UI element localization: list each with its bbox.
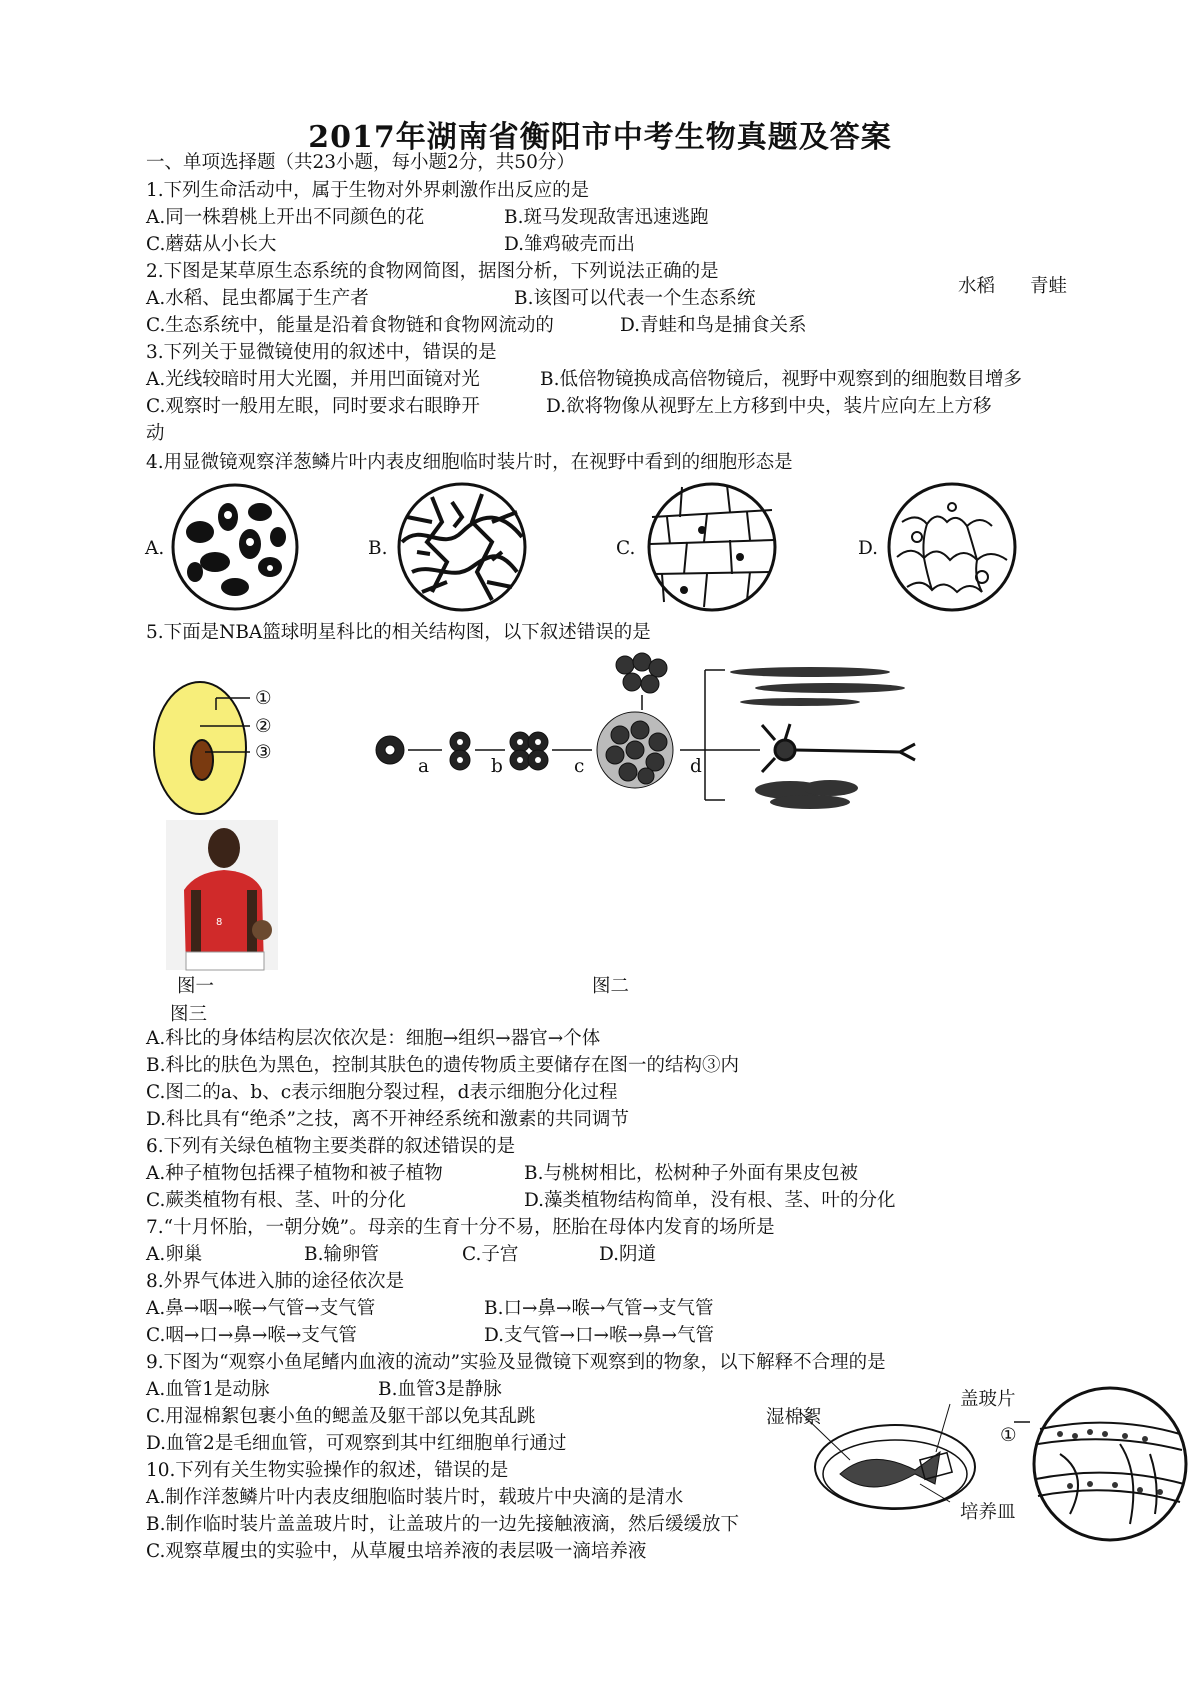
figure2-cell-process-diagram bbox=[370, 650, 950, 810]
q9-option-d: D.血管2是毛细血管，可观察到其中红细胞单行通过 bbox=[146, 1433, 567, 1454]
q5-option-c: C.图二的a、b、c表示细胞分裂过程，d表示细胞分化过程 bbox=[146, 1082, 618, 1103]
svg-text:8: 8 bbox=[216, 917, 223, 928]
q6-option-b: B.与桃树相比，松树种子外面有果皮包被 bbox=[524, 1163, 858, 1184]
fish-petri-dish-illustration bbox=[810, 1412, 980, 1522]
q5-option-a: A.科比的身体结构层次依次是：细胞→组织→器官→个体 bbox=[146, 1028, 601, 1049]
fig2-step-a: a bbox=[418, 756, 430, 777]
q8-option-d: D.支气管→口→喉→鼻→气管 bbox=[484, 1325, 715, 1346]
q9-option-b: B.血管3是静脉 bbox=[378, 1379, 502, 1400]
fish-tail-micrograph bbox=[1030, 1384, 1190, 1544]
q3-stem: 3.下列关于显微镜使用的叙述中，错误的是 bbox=[146, 342, 497, 363]
figure3-caption: 图三 bbox=[170, 1004, 208, 1025]
fig1-marker-1: ① bbox=[255, 688, 272, 709]
q7-option-a: A.卵巢 bbox=[146, 1244, 203, 1265]
q4-label-c: C. bbox=[616, 538, 636, 559]
q3-option-b: B.低倍物镜换成高倍物镜后，视野中观察到的细胞数目增多 bbox=[540, 369, 1022, 390]
micrograph-c-onion-epidermis bbox=[642, 482, 782, 612]
fig-label-cover-slip: 盖玻片 bbox=[960, 1389, 1016, 1410]
q2-option-a: A.水稻、昆虫都属于生产者 bbox=[146, 288, 369, 309]
q8-stem: 8.外界气体进入肺的途径依次是 bbox=[146, 1271, 405, 1292]
figure2-caption: 图二 bbox=[592, 976, 630, 997]
fig2-step-d: d bbox=[690, 756, 702, 777]
q2-option-c: C.生态系统中，能量是沿着食物链和食物网流动的 bbox=[146, 315, 554, 336]
q6-stem: 6.下列有关绿色植物主要类群的叙述错误的是 bbox=[146, 1136, 516, 1157]
q10-option-a: A.制作洋葱鳞片叶内表皮细胞临时装片时，载玻片中央滴的是清水 bbox=[146, 1487, 684, 1508]
q4-stem: 4.用显微镜观察洋葱鳞片叶内表皮细胞临时装片时，在视野中看到的细胞形态是 bbox=[146, 452, 793, 473]
q6-option-c: C.蕨类植物有根、茎、叶的分化 bbox=[146, 1190, 406, 1211]
micrograph-b-branching-cells bbox=[392, 482, 532, 612]
q8-option-a: A.鼻→咽→喉→气管→支气管 bbox=[146, 1298, 376, 1319]
q1-option-b: B.斑马发现敌害迅速逃跑 bbox=[504, 207, 709, 228]
fig-label-wet-cotton: 湿棉絮 bbox=[766, 1407, 822, 1428]
section-heading: 一、单项选择题（共23小题，每小题2分，共50分） bbox=[146, 152, 575, 173]
fig1-marker-3: ③ bbox=[255, 742, 272, 763]
q10-option-b: B.制作临时装片盖盖玻片时，让盖玻片的一边先接触液滴，然后缓缓放下 bbox=[146, 1514, 739, 1535]
q6-option-d: D.藻类植物结构简单，没有根、茎、叶的分化 bbox=[524, 1190, 896, 1211]
q7-stem: 7.“十月怀胎，一朝分娩”。母亲的生育十分不易，胚胎在母体内发育的场所是 bbox=[146, 1217, 775, 1238]
q3-option-a: A.光线较暗时用大光圈，并用凹面镜对光 bbox=[146, 369, 480, 390]
q9-option-a: A.血管1是动脉 bbox=[146, 1379, 270, 1400]
q5-option-d: D.科比具有“绝杀”之技，离不开神经系统和激素的共同调节 bbox=[146, 1109, 629, 1130]
figure3-player-photo bbox=[166, 820, 278, 970]
q3-option-c: C.观察时一般用左眼，同时要求右眼睁开 bbox=[146, 396, 480, 417]
micrograph-a-blood-cells bbox=[170, 482, 300, 612]
q7-option-c: C.子宫 bbox=[462, 1244, 519, 1265]
q3-option-d: D.欲将物像从视野左上方移到中央，装片应向左上方移 bbox=[546, 396, 992, 417]
q6-option-a: A.种子植物包括裸子植物和被子植物 bbox=[146, 1163, 443, 1184]
food-web-label-frog: 青蛙 bbox=[1030, 276, 1068, 297]
q3-option-d-wrap: 动 bbox=[146, 423, 165, 444]
q4-label-a: A. bbox=[145, 538, 165, 559]
page-title: 2017年湖南省衡阳市中考生物真题及答案 bbox=[308, 120, 892, 155]
q10-stem: 10.下列有关生物实验操作的叙述，错误的是 bbox=[146, 1460, 509, 1481]
micrograph-d-irregular-cells bbox=[882, 482, 1022, 612]
q7-option-d: D.阴道 bbox=[599, 1244, 657, 1265]
q8-option-b: B.口→鼻→喉→气管→支气管 bbox=[484, 1298, 714, 1319]
food-web-label-rice: 水稻 bbox=[958, 276, 996, 297]
q2-option-d: D.青蛙和鸟是捕食关系 bbox=[620, 315, 807, 336]
fig1-marker-2: ② bbox=[255, 716, 272, 737]
q5-stem: 5.下面是NBA篮球明星科比的相关结构图，以下叙述错误的是 bbox=[146, 622, 651, 643]
q4-label-b: B. bbox=[368, 538, 388, 559]
q8-option-c: C.咽→口→鼻→喉→支气管 bbox=[146, 1325, 357, 1346]
q1-option-a: A.同一株碧桃上开出不同颜色的花 bbox=[146, 207, 425, 228]
figure1-caption: 图一 bbox=[177, 976, 215, 997]
fig-label-petri-dish: 培养皿 bbox=[960, 1502, 1016, 1523]
q1-option-c: C.蘑菇从小长大 bbox=[146, 234, 277, 255]
fig-vessel-marker-1: ① bbox=[1000, 1425, 1017, 1446]
fig2-step-b: b bbox=[491, 756, 503, 777]
q7-option-b: B.输卵管 bbox=[304, 1244, 379, 1265]
q2-stem: 2.下图是某草原生态系统的食物网简图，据图分析，下列说法正确的是 bbox=[146, 261, 719, 282]
q1-option-d: D.雏鸡破壳而出 bbox=[504, 234, 636, 255]
q2-option-b: B.该图可以代表一个生态系统 bbox=[514, 288, 756, 309]
q1-stem: 1.下列生命活动中，属于生物对外界刺激作出反应的是 bbox=[146, 180, 590, 201]
q5-option-b: B.科比的肤色为黑色，控制其肤色的遗传物质主要储存在图一的结构③内 bbox=[146, 1055, 739, 1076]
q9-option-c: C.用湿棉絮包裹小鱼的鳃盖及躯干部以免其乱跳 bbox=[146, 1406, 536, 1427]
q10-option-c: C.观察草履虫的实验中，从草履虫培养液的表层吸一滴培养液 bbox=[146, 1541, 647, 1562]
fig2-step-c: c bbox=[574, 756, 585, 777]
q9-stem: 9.下图为“观察小鱼尾鳍内血液的流动”实验及显微镜下观察到的物象，以下解释不合理的是 bbox=[146, 1352, 886, 1373]
q4-label-d: D. bbox=[858, 538, 879, 559]
